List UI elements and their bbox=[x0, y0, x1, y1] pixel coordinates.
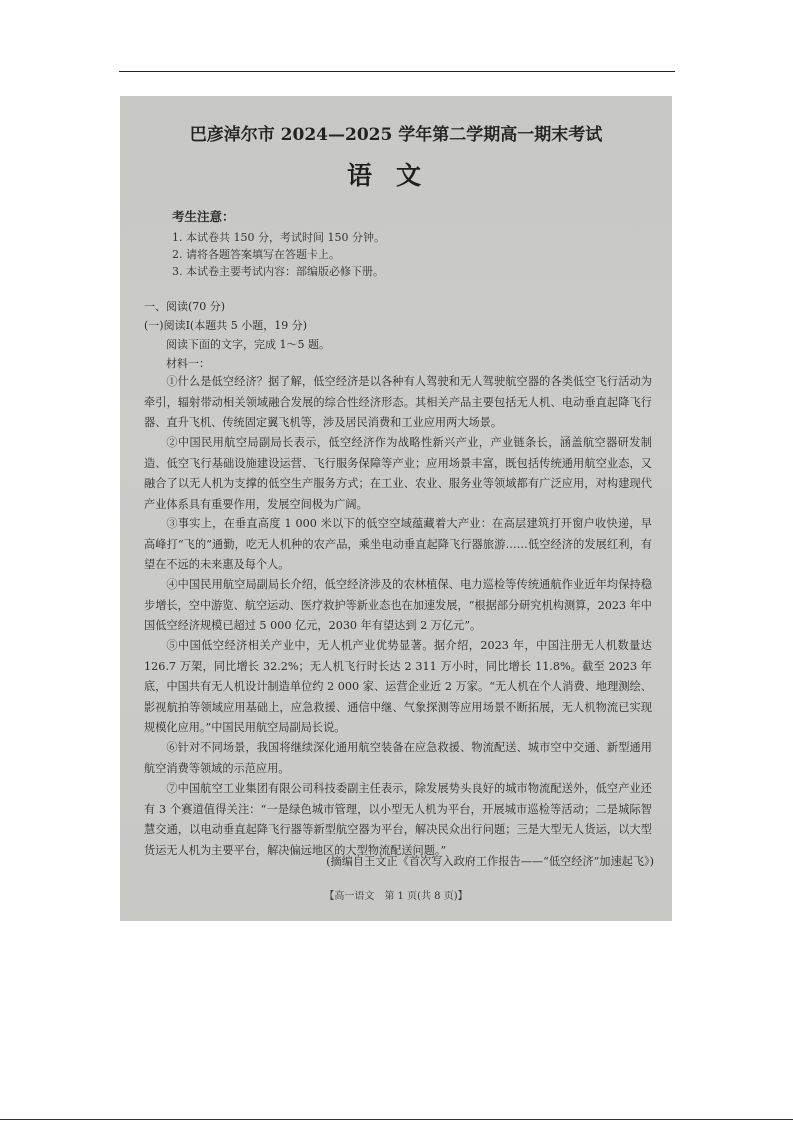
section-sub: (一)阅读Ⅰ(本题共 5 小题，19 分) bbox=[144, 319, 307, 332]
paragraph: ⑤中国低空经济相关产业中，无人机产业优势显著。据介绍，2023 年，中国注册无人机数量达 126.7 万架，同比增长 32.2%；无人机飞行时长达 2 311 万小时，同比增长 11.8%。截至 2023 年底，中国共有无人机设计制造单位约 2 000 家、运营企业近 2 万家。“无人机在个人消费、地理测绘、影视航拍等领域应用基础上，应急救援、通信中继、气象探测等应用场景不断拓展，无人机物流已实现规模化应用。”中国民用航空局副局长说。 bbox=[144, 639, 652, 734]
notice-item: 3. 本试卷主要考试内容：部编版必修下册。 bbox=[172, 265, 384, 278]
material-label: 材料一： bbox=[166, 357, 210, 370]
scanned-exam-page bbox=[120, 96, 672, 921]
exam-title: 巴彦淖尔市 2024—2025 学年第二学期高一期末考试 bbox=[189, 125, 603, 145]
paragraph: ②中国民用航空局副局长表示，低空经济作为战略性新兴产业，产业链条长，涵盖航空器研发制造、低空飞行基础设施建设运营、飞行服务保障等产业；应用场景丰富，既包括传统通用航空业态，又融合了以无人机为支撑的低空生产服务方式；在工业、农业、服务业等领域都有广泛应用，对构建现代产业体系具有重要作用，发展空间极为广阔。 bbox=[144, 436, 652, 511]
paragraph: ④中国民用航空局副局长介绍，低空经济涉及的农林植保、电力巡检等传统通航作业近年均保持稳步增长，空中游览、航空运动、医疗救护等新业态也在加速发展，“根据部分研究机构测算，2023 年中国低空经济规模已超过 5 000 亿元，2030 年有望达到 2 万亿元”。 bbox=[144, 578, 652, 632]
bottom-rule bbox=[0, 1119, 793, 1120]
page-footer: 【高一语文 第 1 页(共 8 页)】 bbox=[324, 891, 468, 902]
paragraph: ③事实上，在垂直高度 1 000 米以下的低空空域蕴藏着大产业：在高层建筑打开窗户收快递，早高峰打“飞的”通勤，吃无人机种的农产品，乘坐电动垂直起降飞行器旅游……低空经济的发展红利，有望在不远的未来惠及每个人。 bbox=[144, 517, 652, 571]
top-rule bbox=[119, 71, 675, 72]
notice-heading: 考生注意： bbox=[172, 209, 235, 224]
section-part: 一、阅读(70 分) bbox=[144, 300, 226, 313]
paragraph: ①什么是低空经济？据了解，低空经济是以各种有人驾驶和无人驾驶航空器的各类低空飞行活动为牵引，辐射带动相关领域融合发展的综合性经济形态。其相关产品主要包括无人机、电动垂直起降飞行器、直升飞机、传统固定翼飞机等，涉及居民消费和工业应用两大场景。 bbox=[144, 375, 652, 429]
notice-item: 1. 本试卷共 150 分，考试时间 150 分钟。 bbox=[172, 231, 385, 244]
exam-subject: 语文 bbox=[346, 161, 445, 190]
section-instruction: 阅读下面的文字，完成 1～5 题。 bbox=[166, 338, 330, 351]
source-citation: (摘编自王文正《首次写入政府工作报告——“低空经济”加速起飞》) bbox=[326, 855, 654, 868]
paragraph: ⑥针对不同场景，我国将继续深化通用航空装备在应急救援、物流配送、城市空中交通、新型通用航空消费等领域的示范应用。 bbox=[144, 741, 652, 775]
paragraph: ⑦中国航空工业集团有限公司科技委副主任表示，除发展势头良好的城市物流配送外，低空产业还有 3 个赛道值得关注：“一是绿色城市管理，以小型无人机为平台，开展城市巡检等活动；二是城际智慧交通，以电动垂直起降飞行器等新型航空器为平台，解决民众出行问题；三是大型无人货运，以大型货运无人机为主要平台，解决偏远地区的大型物流配送问题。” bbox=[144, 782, 652, 857]
notice-item: 2. 请将各题答案填写在答题卡上。 bbox=[172, 248, 340, 261]
